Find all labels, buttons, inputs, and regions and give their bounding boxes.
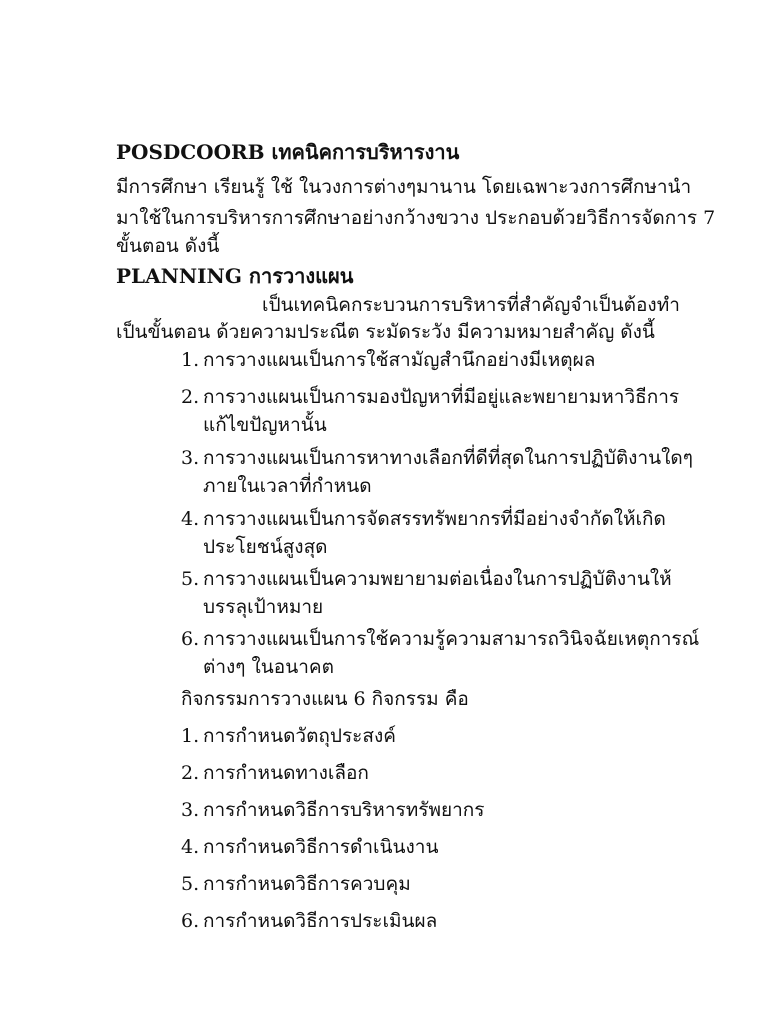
list-item-text: การวางแผนเป็นการหาทางเลือกที่ดีที่สุดในการปฏิบัติงานใดๆ (203, 447, 693, 469)
list-item (181, 627, 699, 651)
list-item (181, 507, 666, 531)
list-item-number: 6. (181, 910, 200, 932)
list-item (181, 446, 693, 470)
list-item-continuation: บรรลุเป้าหมาย (203, 596, 324, 618)
list-item-number: 3. (181, 447, 200, 469)
list-item (181, 724, 396, 748)
list-item-continuation: ประโยชน์สูงสุด (203, 536, 328, 558)
list-item-number: 1. (181, 349, 200, 371)
section-intro-line-1: เป็นเทคนิคกระบวนการบริหารที่สำคัญจำเป็นต้องทำ (262, 294, 680, 316)
list-item-continuation: แก้ไขปัญหานั้น (203, 414, 327, 436)
list-item (181, 761, 369, 785)
list-item-text: การวางแผนเป็นการใช้สามัญสำนึกอย่างมีเหตุผล (203, 349, 596, 371)
list-item-text: การวางแผนเป็นการจัดสรรทรัพยากรที่มีอย่างจำกัดให้เกิด (203, 508, 666, 530)
list-item-number: 2. (181, 386, 200, 408)
list-item (181, 798, 484, 822)
list-item (181, 872, 411, 896)
list-item-continuation: ต่างๆ ในอนาคต (203, 656, 334, 678)
document-title: POSDCOORB เทคนิคการบริหารงาน (116, 140, 460, 164)
section-intro-line-2: เป็นขั้นตอน ด้วยความประณีต ระมัดระวัง มีความหมายสำคัญ ดังนี้ (116, 321, 655, 343)
intro-line-1: มีการศึกษา เรียนรู้ ใช้ ในวงการต่างๆมานาน โดยเฉพาะวงการศึกษานำ (116, 176, 692, 198)
list-item-number: 1. (181, 725, 200, 747)
list-item-text: การกำหนดวิธีการบริหารทรัพยากร (203, 799, 485, 821)
list-item-number: 6. (181, 628, 200, 650)
list-item-number: 3. (181, 799, 200, 821)
list-item (181, 385, 679, 409)
list-item-text: การกำหนดวิธีการควบคุม (203, 873, 411, 895)
intro-line-2: มาใช้ในการบริหารการศึกษาอย่างกว้างขวาง ประกอบด้วยวิธีการจัดการ 7 (116, 207, 716, 229)
list-item (181, 348, 595, 372)
activities-heading: กิจกรรมการวางแผน 6 กิจกรรม คือ (181, 688, 469, 710)
list-item-text: การวางแผนเป็นความพยายามต่อเนื่องในการปฏิบัติงานให้ (203, 568, 672, 590)
list-item-text: การกำหนดวัตถุประสงค์ (203, 725, 396, 747)
list-item (181, 909, 437, 933)
list-item-text: การกำหนดวิธีการประเมินผล (203, 910, 438, 932)
list-item (181, 567, 672, 591)
intro-line-3: ขั้นตอน ดังนี้ (116, 235, 220, 257)
list-item (181, 835, 438, 859)
list-item-text: การกำหนดวิธีการดำเนินงาน (203, 836, 439, 858)
list-item-text: การวางแผนเป็นการใช้ความรู้ความสามารถวินิจฉัยเหตุการณ์ (203, 628, 700, 650)
list-item-number: 5. (181, 568, 200, 590)
section-heading-planning: PLANNING การวางแผน (116, 264, 354, 288)
list-item-number: 2. (181, 762, 200, 784)
list-item-text: การวางแผนเป็นการมองปัญหาที่มีอยู่และพยายามหาวิธีการ (203, 386, 680, 408)
list-item-number: 4. (181, 836, 200, 858)
list-item-text: การกำหนดทางเลือก (203, 762, 369, 784)
list-item-continuation: ภายในเวลาที่กำหนด (203, 475, 372, 497)
list-item-number: 5. (181, 873, 200, 895)
list-item-number: 4. (181, 508, 200, 530)
